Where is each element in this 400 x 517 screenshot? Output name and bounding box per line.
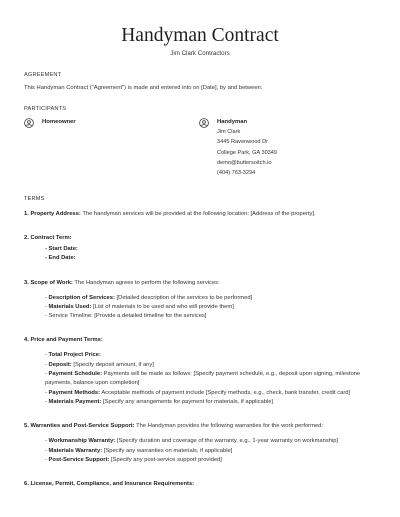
list-item [45,398,376,407]
item-text: [Specify any arrangements for payment for materials, if applicable] [101,398,274,405]
item-label: Materials Payment: [48,398,102,405]
list-item-continuation: payments, balance upon completion] [45,380,140,387]
list-item [45,351,376,360]
term-heading: 5. Warranties and Post-Service Support: [24,423,135,430]
item-text: [List of materials to be used and who will provide them] [91,303,234,310]
person-icon [24,118,34,128]
list-item [45,456,376,465]
list-item [45,437,376,446]
end-date-label: - End Date: [45,255,76,262]
handyman-label: Handyman [217,119,248,125]
item-label: Workmanship Warranty: [48,438,116,445]
bullet: - [45,447,49,454]
item-text: [Specify deposit amount, if any] [71,361,154,368]
term-scope-of-work [24,279,376,288]
bullet: - [45,456,49,463]
term-heading: 2. Contract Term: [24,235,72,241]
item-text: [Detailed description of the services to be performed] [114,294,253,301]
person-icon [199,118,209,128]
item-text: Acceptable methods of payment include [Specify methods, e.g., check, bank transfer, credit card] [100,389,351,396]
bullet: - [45,303,49,310]
term-contract-term [24,234,376,243]
item-text: [Specify any post-service support provided] [109,456,222,463]
item-text: Payments will be made as follows: [Specify payment schedule, e.g., deposit upon signing, milestone [102,371,361,378]
list-item [45,370,376,379]
list-item [45,245,376,254]
bullet: - [45,389,49,396]
homeowner-label: Homeowner [42,119,76,125]
list-item [45,294,376,303]
participants-block [24,118,376,176]
bullet: - [45,371,49,378]
term-text: The Handyman agrees to perform the following services: [72,279,220,286]
bullet: - [45,352,49,359]
homeowner-card [24,118,76,128]
participants-heading: PARTICIPANTS [24,106,67,112]
list-item [45,312,376,321]
term-heading: 3. Scope of Work: [24,279,73,286]
item-text: [Specify duration and coverage of the warranty, e.g., 1-year warranty on workmanship] [115,438,339,445]
term-text: The Handyman provides the following warranties for the work performed: [134,423,323,430]
terms-heading: TERMS [24,196,45,202]
term-text: The handyman services will be provided at the following location: [Address of the property]. [80,211,316,217]
bullet: - [45,398,49,405]
item-label: Deposit: [48,361,72,368]
item-label: Payment Schedule: [48,371,103,378]
term-price-payment [24,336,376,345]
list-item [45,303,376,312]
list-item [45,389,376,398]
item-label: Materials Used: [48,303,92,310]
term-warranties [24,422,376,431]
term-heading: 1. Property Address: [24,211,81,217]
item-label: Post-Service Support: [48,456,110,463]
list-item [45,447,376,456]
document-title: Handyman Contract [121,25,279,46]
handyman-phone: (404) 763-3294 [217,170,256,177]
term-heading: 4. Price and Payment Terms: [24,337,103,344]
bullet: - [45,361,49,368]
item-label: Materials Warranty: [48,447,103,454]
agreement-text: This Handyman Contract ("Agreement") is made and entered into on [Date], by and between: [24,85,263,91]
item-label: Payment Methods: [48,389,101,396]
handyman-email: demo@buttersoitch.io [217,159,272,166]
item-label: Total Project Price: [48,352,101,359]
handyman-name: Jim Clark [217,129,241,135]
contract-term-list [24,245,376,264]
payment-list [24,351,376,407]
handyman-street: 3445 Ravenwood Dr [217,139,268,146]
list-item [45,254,376,263]
agreement-heading: AGREEMENT [24,72,62,78]
bullet: - [45,294,49,301]
bullet: - [45,438,49,445]
item-text: Service Timeline: [Provide a detailed timeline for the services] [48,313,207,320]
term-heading: 6. License, Permit, Compliance, and Insurance Requirements: [24,481,195,488]
warranty-list [24,437,376,465]
start-date-label: - Start Date: [45,246,78,252]
term-property-address [24,210,376,219]
term-license-compliance [24,480,376,489]
item-text: [Specify any warranties on materials, if applicable] [102,447,233,454]
scope-list [24,294,376,322]
list-item [45,361,376,370]
handyman-city: College Park, GA 30349 [217,149,278,156]
handyman-card [199,118,277,178]
document-subtitle: Jim Clark Contractors [170,50,230,57]
item-label: Description of Services: [48,294,115,301]
bullet: - [45,313,49,320]
